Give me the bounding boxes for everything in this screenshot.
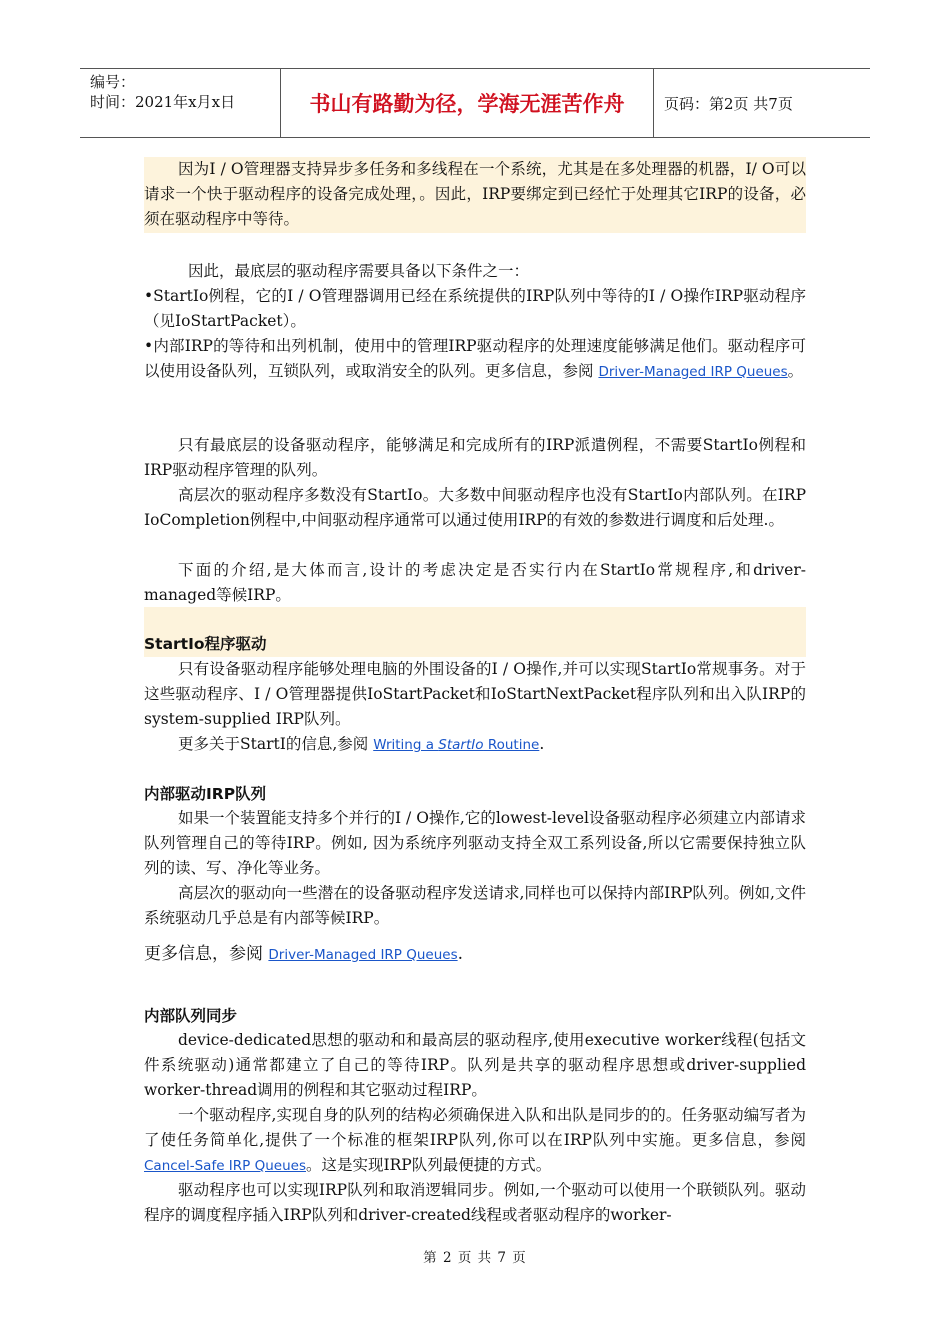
header-info-cell <box>80 69 281 137</box>
paragraph-12-end: . <box>457 944 464 964</box>
paragraph-9-end: . <box>539 735 545 753</box>
heading-startio: StartIo程序驱动 <box>144 635 267 653</box>
paragraph-4-text: •内部IRP的等待和出列机制，使用中的管理IRP驱动程序的处理速度能够满足他们。驱动程序可以使用设备队列，互锁队列，或取消安全的队列。更多信息，参阅 <box>144 337 806 380</box>
paragraph-4 <box>144 334 806 385</box>
number-label: 编号： <box>90 73 136 91</box>
paragraph-15: 驱动程序也可以实现IRP队列和取消逻辑同步。例如,一个驱动可以使用一个联锁队列。驱动程序的调度程序插入IRP队列和driver-created线程或者驱动程序的worker- <box>144 1181 806 1224</box>
paragraph-4-end: 。 <box>787 362 804 380</box>
paragraph-9 <box>144 732 806 758</box>
paragraph-2: 因此，最底层的驱动程序需要具备以下条件之一： <box>188 262 530 280</box>
paragraph-6: 高层次的驱动程序多数没有StartIo。大多数中间驱动程序也没有StartIo内部队列。在IRP IoCompletion例程中,中间驱动程序通常可以通过使用IRP的有效的参数进行调度和后处理.。 <box>144 486 806 529</box>
link-part-c: Routine <box>483 737 540 753</box>
paragraph-10: 如果一个装置能支持多个并行的I / O操作,它的lowest-level设备驱动程序必须建立内部请求队列管理自己的等待IRP。例如, 因为系统序列驱动支持全双工系列设备,所以它需要保持独立队列的读、写、净化等业务。 <box>144 809 807 877</box>
paragraph-12-text: 更多信息，参阅 <box>144 944 269 964</box>
paragraph-14-end: 。这是实现IRP队列最便捷的方式。 <box>305 1156 552 1174</box>
paragraph-5: 只有最底层的设备驱动程序，能够满足和完成所有的IRP派遣例程，不需要StartIo例程和IRP驱动程序管理的队列。 <box>144 436 806 479</box>
driver-managed-queues-link-2[interactable]: Driver-Managed IRP Queues <box>268 947 458 963</box>
page-label: 页码：第2页 共7页 <box>664 94 793 113</box>
driver-managed-queues-link[interactable]: Driver-Managed IRP Queues <box>598 364 788 380</box>
paragraph-12 <box>144 942 806 968</box>
paragraph-8: 只有设备驱动程序能够处理电脑的外围设备的I / O操作,并可以实现StartIo常规事务。对于这些驱动程序、I / O管理器提供IoStartPacket和IoStartNextPacket程序队列和出入队IRP的system-supplied IRP队列。 <box>144 660 806 728</box>
header-page-cell <box>654 69 870 137</box>
paragraph-7: 下面的介绍,是大体而言,设计的考虑决定是否实行内在StartIo常规程序,和driver-managed等候IRP。 <box>144 561 806 604</box>
paragraph-9-text: 更多关于StartI的信息,参阅 <box>178 735 374 753</box>
header-motto-cell <box>281 69 654 137</box>
page-footer: 第 2 页 共 7 页 <box>423 1250 527 1266</box>
writing-startio-link[interactable] <box>373 737 539 753</box>
page-header <box>80 68 870 138</box>
motto: 书山有路勤为径，学海无涯苦作舟 <box>309 91 625 116</box>
paragraph-14 <box>144 1103 806 1179</box>
paragraph-13: device-dedicated思想的驱动和和最高层的驱动程序,使用executive worker线程(包括文件系统驱动)通常都建立了自己的等待IRP。队列是共享的驱动程序思想或driver-supplied worker-thread调用的例程和其它驱动过程IRP。 <box>144 1031 806 1099</box>
heading-startio-band <box>144 607 806 657</box>
time-label: 时间：2021年x月x日 <box>90 93 236 111</box>
link-part-b: StartIo <box>438 737 484 753</box>
link-part-a: Writing a <box>373 737 439 753</box>
paragraph-3: •StartIo例程，它的I / O管理器调用已经在系统提供的IRP队列中等待的I / O操作IRP驱动程序（见IoStartPacket）。 <box>144 287 806 330</box>
paragraph-1: 因为I / O管理器支持异步多任务和多线程在一个系统，尤其是在多处理器的机器，I/ O可以请求一个快于驱动程序的设备完成处理，。因此，IRP要绑定到已经忙于处理其它IRP的设备，必须在驱动程序中等待。 <box>144 157 806 233</box>
heading-internal-queues: 内部驱动IRP队列 <box>144 785 267 803</box>
paragraph-14-text: 一个驱动程序,实现自身的队列的结构必须确保进入队和出队是同步的的。任务驱动编写者为了使任务简单化,提供了一个标准的框架IRP队列,你可以在IRP队列中实施。更多信息，参阅 <box>144 1106 806 1149</box>
paragraph-11: 高层次的驱动向一些潜在的设备驱动程序发送请求,同样也可以保持内部IRP队列。例如,文件系统驱动几乎总是有内部等候IRP。 <box>144 884 806 927</box>
cancel-safe-queues-link[interactable]: Cancel-Safe IRP Queues <box>144 1158 306 1174</box>
heading-queue-sync: 内部队列同步 <box>144 1007 238 1025</box>
